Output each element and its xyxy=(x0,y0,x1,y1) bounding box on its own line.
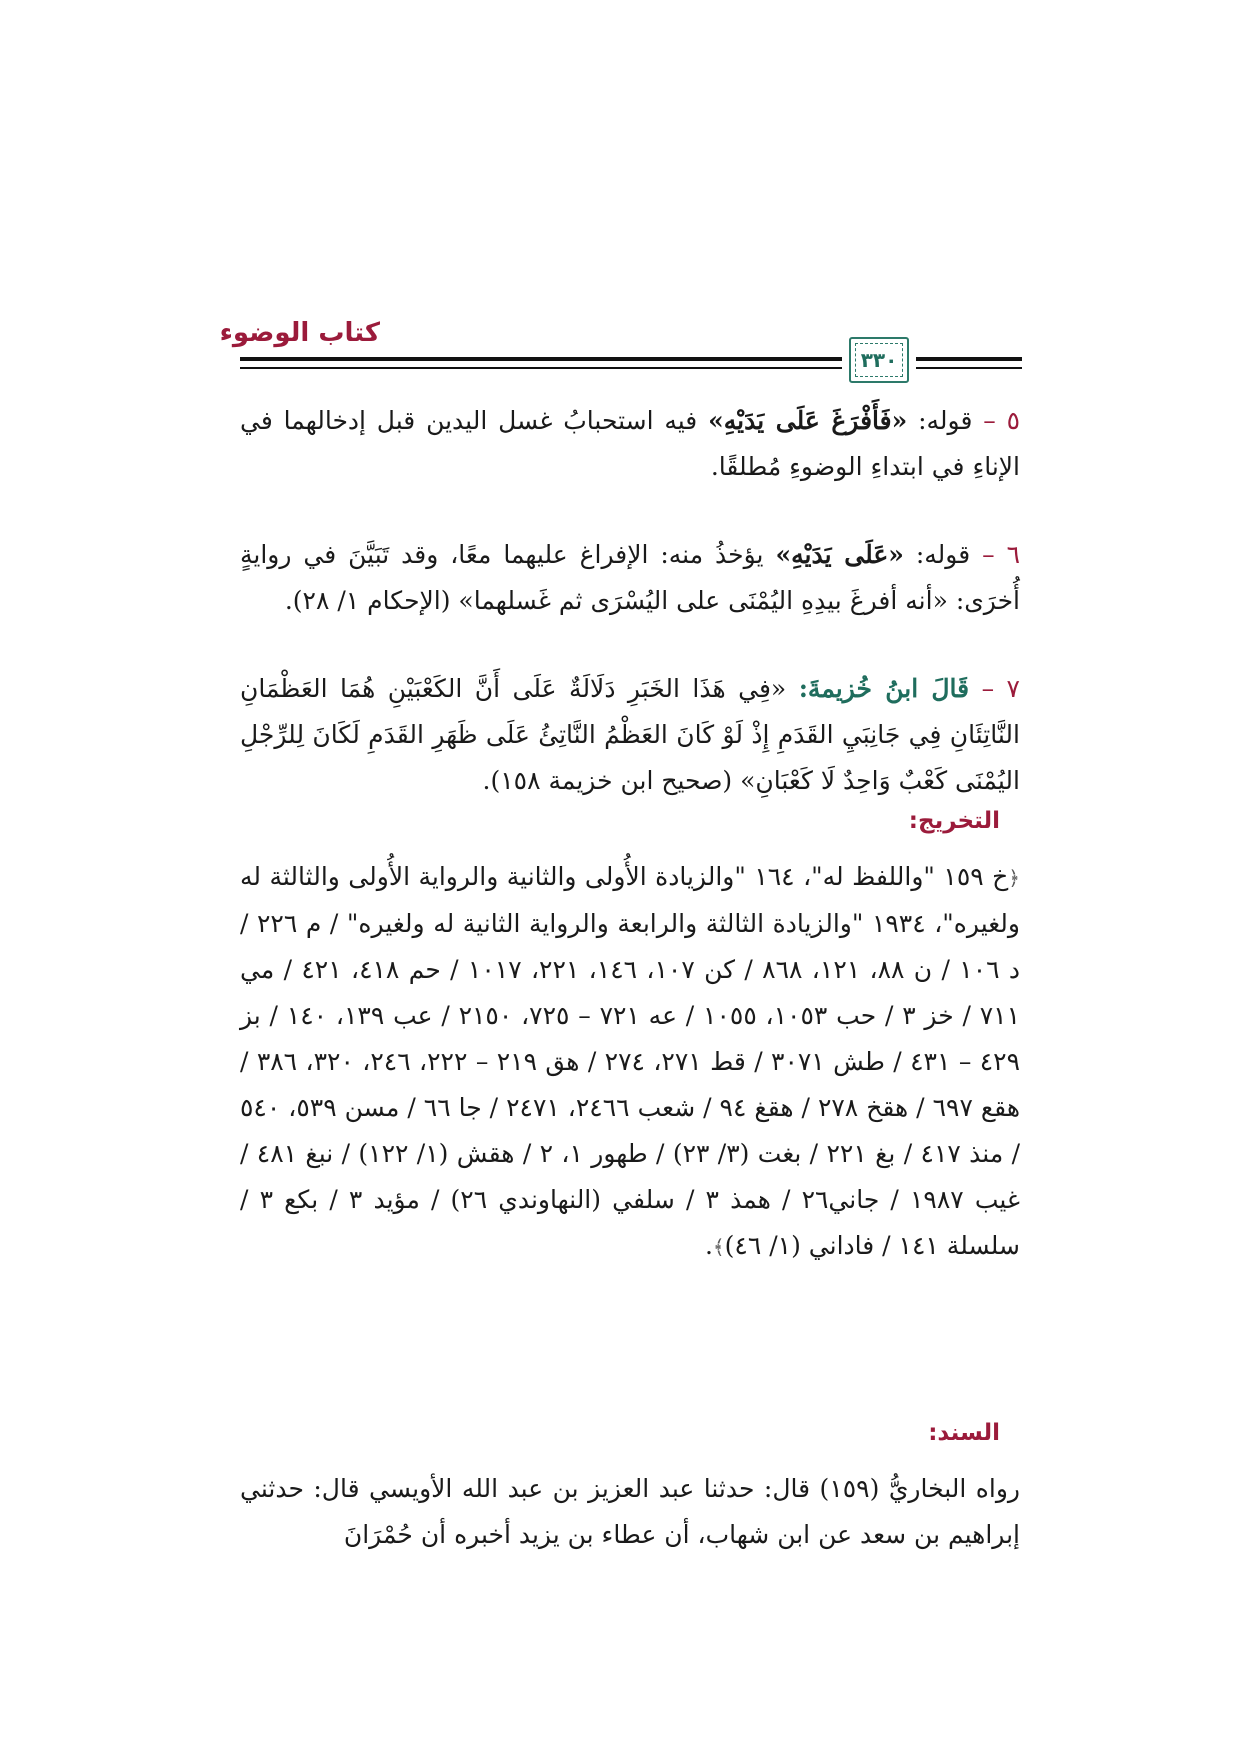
hadith-quote: «فَأَفْرَغَ عَلَى يَدَيْهِ» xyxy=(708,406,908,435)
paragraph-text: فيه استحبابُ غسل اليدين قبل إدخالهما في الإناءِ في ابتداءِ الوضوءِ مُطلقًا. xyxy=(240,406,1020,481)
takhrij-body: خ ١٥٩ "واللفظ له"، ١٦٤ "والزيادة الأُولى والثانية والرواية الأُولى والثالثة له ولغيره"، ١٩٣٤ "والزيادة الثالثة والرابعة والرواية الثانية له ولغيره" / م ٢٢٦ / د ١٠٦ / ن ٨٨، ١٢١، ٨٦٨ / كن ١٠٧، ١٤٦، ٢٢١، ١٠١٧ / حم ٤١٨، ٤٢١ / مي ٧١١ / خز ٣ / حب ١٠٥٣، ١٠٥٥ / عه ٧٢١ – ٧٢٥، ٢١٥٠ / عب ١٣٩، ١٤٠ / بز ٤٢٩ – ٤٣١ / طش ٣٠٧١ / قط ٢٧١، ٢٧٤ / هق ٢١٩ – ٢٢٢، ٢٤٦، ٣٢٠، ٣٨٦ / هقع ٦٩٧ / هقخ ٢٧٨ / هقغ ٩٤ / شعب ٢٤٦٦، ٢٤٧١ / جا ٦٦ / مسن ٥٣٩، ٥٤٠ / منذ ٤١٧ / بغ ٢٢١ / بغت (٣/ ٢٣) / طهور ١، ٢ / هقش (١/ ١٢٢) / نبغ ٤٨١ / غيب ١٩٨٧ / جاني٢٦ / همذ ٣ / سلفي (النهاوندي ٢٦) / مؤيد ٣ / بكع ٣ / سلسلة ١٤١ / فاداني (١/ ٤٦) xyxy=(240,862,1021,1260)
sanad-body: رواه البخاريُّ (١٥٩) قال: حدثنا عبد العزيز بن عبد الله الأويسي قال: حدثني إبراهيم بن سعد عن ابن شهاب، أن عطاء بن يزيد أخبره أن حُمْرَانَ xyxy=(240,1474,1020,1549)
paragraph-number: ٦ – xyxy=(982,540,1021,569)
paragraph-5 xyxy=(240,398,1020,490)
paragraph-7 xyxy=(240,666,1020,804)
paragraph-number: ٥ – xyxy=(983,406,1021,435)
takhrij-heading: التخريج: xyxy=(908,808,1000,834)
open-mark: ﴿ xyxy=(1008,866,1021,890)
close-mark: ﴾ xyxy=(712,1235,725,1259)
header-rule-left-thin xyxy=(916,367,1022,369)
header-rule-left xyxy=(916,357,1022,361)
sanad-text xyxy=(240,1466,1020,1558)
paragraph-text: يؤخذُ منه: الإفراغ عليهما معًا، وقد تَبَيَّنَ في روايةٍ أُخرَى: «أنه أفرغَ بيدِهِ اليُمْنَى على اليُسْرَى ثم غَسلهما» (الإحكام ١/ ٢٨). xyxy=(240,540,1020,615)
paragraph-6 xyxy=(240,532,1020,624)
takhrij-end: . xyxy=(704,1231,713,1260)
takhrij-text xyxy=(240,854,1020,1270)
hadith-quote: «عَلَى يَدَيْهِ» xyxy=(775,540,904,569)
chapter-title: كتاب الوضوء xyxy=(219,318,380,348)
paragraph-lead: قوله: xyxy=(918,406,973,435)
paragraph-lead: قَالَ ابنُ خُزيمةَ: xyxy=(798,674,970,703)
page-number: ٣٣٠ xyxy=(860,348,898,372)
paragraph-text: «فِي هَذَا الخَبَرِ دَلَالَةٌ عَلَى أَنَّ الكَعْبَيْنِ هُمَا العَظْمَانِ النَّاتِئَانِ فِي جَانِبَيِ القَدَمِ إِذْ لَوْ كَانَ العَظْمُ النَّاتِئُ عَلَى ظَهَرِ القَدَمِ لَكَانَ لِلرِّجْلِ اليُمْنَى كَعْبٌ وَاحِدٌ لَا كَعْبَانِ» (صحيح ابن خزيمة ١٥٨). xyxy=(240,674,1020,795)
sanad-heading: السند: xyxy=(928,1420,1000,1446)
paragraph-lead: قوله: xyxy=(915,540,971,569)
paragraph-number: ٧ – xyxy=(981,674,1020,703)
header-rule-right-thin xyxy=(240,367,842,369)
page-number-badge xyxy=(849,337,909,383)
header-rule-right xyxy=(240,357,842,361)
